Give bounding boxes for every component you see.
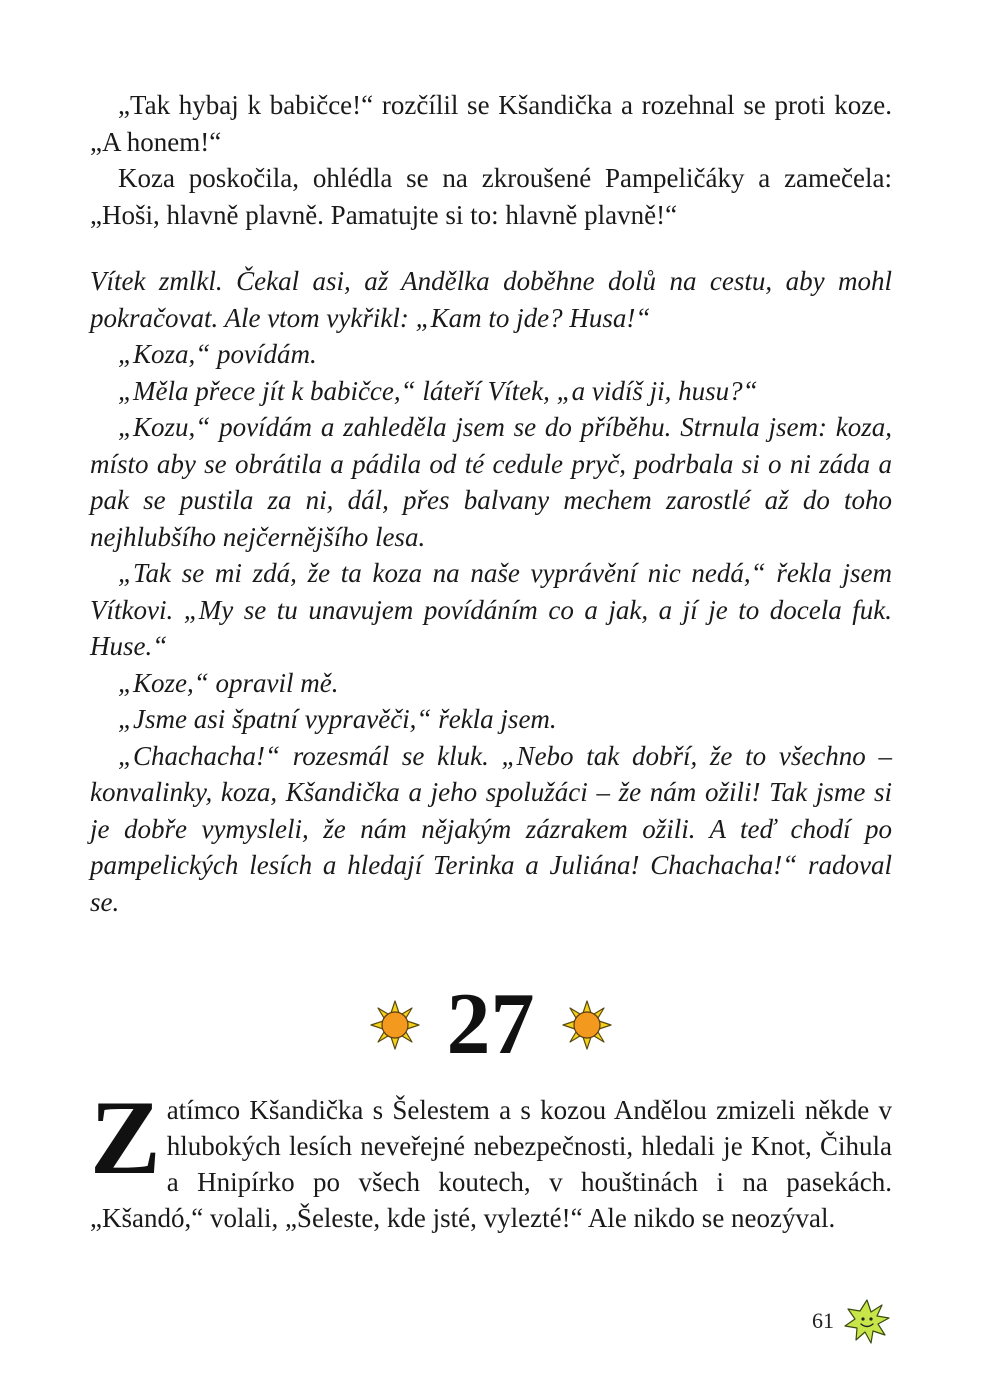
paragraph: „Koza,“ povídám. (118, 339, 317, 369)
sun-icon (369, 999, 421, 1051)
paragraph: „Měla přece jít k babičce,“ láteří Vítek, „a vidíš ji, husu?“ (118, 375, 758, 406)
paragraph: „Tak hybaj k babičce!“ rozčílil se Kšandička a rozehnal se proti koze. „A honem!“ (90, 90, 892, 157)
smiling-star-icon (844, 1298, 890, 1344)
drop-cap: Z (90, 1079, 161, 1196)
paragraph: „Chachacha!“ rozesmál se kluk. „Nebo tak dobří, že to všechno – konvalinky, koza, Kšandička a jeho spolužáci – že nám ožili! Tak jsme si je dobře vymysleli, že nám nějakým zázrakem ožili. A teď chodí po pampelických lesích a hledají Terinka a Juliána! Chachacha!“ radoval se. (90, 740, 892, 917)
paragraph: „Koze,“ opravil mě. (118, 667, 339, 698)
paragraph: Vítek zmlkl. Čekal asi, až Andělka doběhne dolů na cestu, aby mohl pokračovat. Ale vtom vykřikl: „Kam to jde? Husa!“ (90, 266, 892, 333)
chapter-number: 27 (446, 976, 535, 1073)
chapter-opening (90, 1079, 892, 1236)
prose-section (90, 87, 892, 233)
paragraph: „Tak se mi zdá, že ta koza na naše vyprávění nic nedá,“ řekla jsem Vítkovi. „My se tu unavujem povídáním co a jak, a jí je to docela fuk. Huse.“ (90, 558, 892, 661)
page-footer (780, 1298, 900, 1346)
chapter-heading (0, 976, 981, 1073)
page-number: 61 (812, 1308, 834, 1333)
narrator-section (90, 263, 892, 920)
sun-icon (561, 999, 613, 1051)
paragraph: „Kozu,“ povídám a zahleděla jsem se do příběhu. Strnula jsem: koza, místo aby se obrátila a pádila od té cedule pryč, podrbala si o ni záda a pak se pustila za ni, dál, přes balvany mechem zarostlé až do toho nejhlubšího nejčernějšího lesa. (90, 412, 892, 552)
paragraph (90, 1079, 892, 1236)
paragraph: Koza poskočila, ohlédla se na zkroušené Pampeličáky a zamečela: „Hoši, hlavně plavně. Pamatujte si to: hlavně plavně!“ (90, 163, 892, 230)
chapter-text: atímco Kšandička s Šelestem a s kozou Andělou zmizeli někde v hlubokých lesích neveřejné nebezpečnosti, hledali je Knot, Čihula a Hnipírko po všech koutech, v houštinách i na pasekách. „Kšandó,“ volali, „Šeleste, kde jsté, vylezté!“ Ale nikdo se neozýval. (90, 1095, 892, 1233)
paragraph: „Jsme asi špatní vypravěči,“ řekla jsem. (118, 704, 557, 734)
